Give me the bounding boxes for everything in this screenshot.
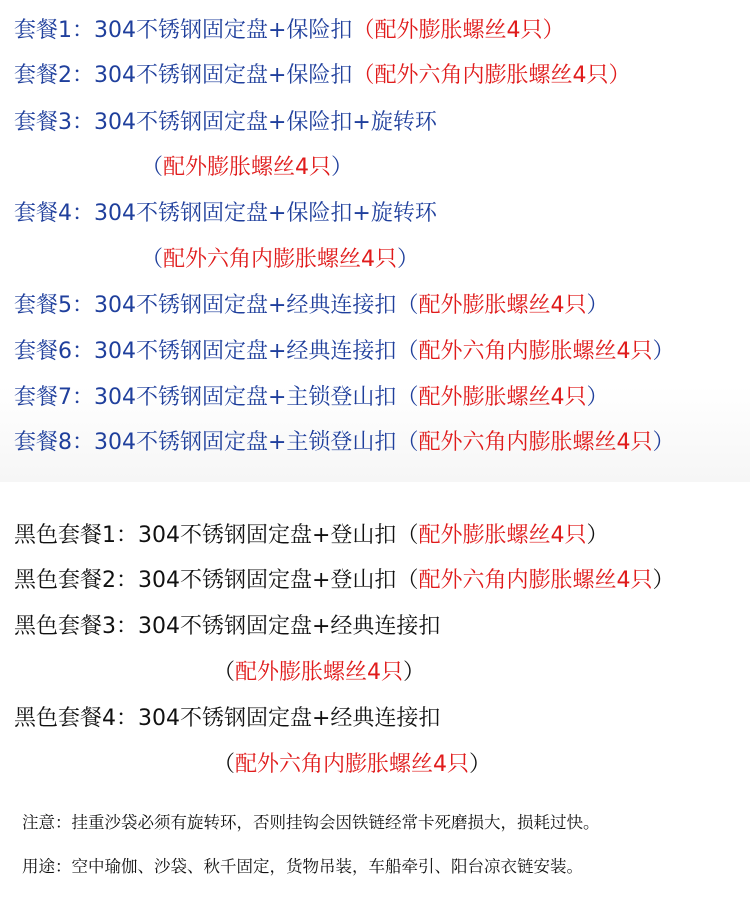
package-5-extra: 配外膨胀螺丝4只 [418,293,587,318]
package-7-main: 304不锈钢固定盘+主锁登山扣 [94,385,397,410]
package-3-line [14,108,437,138]
package-4-paren-close: ） [397,247,420,272]
package-8-extra: 配外六角内膨胀螺丝4只 [418,430,653,455]
package-4-paren-open: （ [141,247,164,272]
black-package-1-main: 304不锈钢固定盘+登山扣 [138,523,397,548]
package-1-extra: 配外膨胀螺丝4只 [374,18,543,43]
package-1-main: 304不锈钢固定盘+保险扣 [94,18,353,43]
black-package-4-label: 黑色套餐4： [14,706,138,731]
warning-note: 注意：挂重沙袋必须有旋转环，否则挂钩会因铁链经常卡死磨损大，损耗过快。 [22,813,600,832]
package-6-paren-open: （ [396,339,419,364]
package-6-main: 304不锈钢固定盘+经典连接扣 [94,339,397,364]
black-package-2-paren-close: ） [652,568,675,593]
black-package-3-label: 黑色套餐3： [14,614,138,639]
black-package-3-paren-open: （ [213,660,236,685]
package-5-label: 套餐5： [14,293,94,318]
package-8-paren-open: （ [396,430,419,455]
black-package-3-paren-close: ） [403,660,426,685]
package-6-paren-close: ） [652,339,675,364]
package-7-label: 套餐7： [14,385,94,410]
package-5-paren-close: ） [586,293,609,318]
package-1-paren-open: （ [352,18,375,43]
black-package-4-main: 304不锈钢固定盘+经典连接扣 [138,706,441,731]
black-package-3-extra: 配外膨胀螺丝4只 [235,660,404,685]
black-package-3-main: 304不锈钢固定盘+经典连接扣 [138,614,441,639]
package-8-line [14,428,674,458]
black-package-1-paren-close: ） [586,523,609,548]
package-4-extra-line [141,245,419,275]
package-6-label: 套餐6： [14,339,94,364]
package-3-paren-close: ） [331,155,354,180]
black-package-1-extra: 配外膨胀螺丝4只 [418,523,587,548]
package-5-main: 304不锈钢固定盘+经典连接扣 [94,293,397,318]
package-4-main: 304不锈钢固定盘+保险扣+旋转环 [94,201,437,226]
black-package-1-paren-open: （ [396,523,419,548]
package-1-paren-close: ） [542,18,565,43]
package-2-label: 套餐2： [14,63,94,88]
black-package-4-line [14,704,440,734]
black-package-1-line [14,521,608,551]
package-3-label: 套餐3： [14,110,94,135]
black-package-4-paren-close: ） [469,752,492,777]
package-7-extra: 配外膨胀螺丝4只 [418,385,587,410]
package-4-line [14,199,437,229]
package-5-line [14,291,608,321]
black-package-4-extra: 配外六角内膨胀螺丝4只 [235,752,470,777]
package-8-label: 套餐8： [14,430,94,455]
package-2-paren-close: ） [608,63,631,88]
package-2-extra: 配外六角内膨胀螺丝4只 [374,63,609,88]
black-package-2-label: 黑色套餐2： [14,568,138,593]
black-package-3-line [14,612,440,642]
black-package-2-line [14,566,674,596]
package-3-extra-line [141,153,353,183]
package-8-paren-close: ） [652,430,675,455]
black-package-2-paren-open: （ [396,568,419,593]
package-3-extra: 配外膨胀螺丝4只 [163,155,332,180]
package-6-extra: 配外六角内膨胀螺丝4只 [418,339,653,364]
black-package-3-extra-line [213,658,425,688]
package-2-line [14,61,630,91]
package-6-line [14,337,674,367]
black-package-4-paren-open: （ [213,752,236,777]
package-4-label: 套餐4： [14,201,94,226]
package-5-paren-open: （ [396,293,419,318]
package-7-paren-close: ） [586,385,609,410]
package-7-paren-open: （ [396,385,419,410]
black-package-4-extra-line [213,750,491,780]
black-package-2-main: 304不锈钢固定盘+登山扣 [138,568,397,593]
usage-note: 用途：空中瑜伽、沙袋、秋千固定，货物吊装，车船牵引、阳台凉衣链安装。 [22,857,583,876]
package-8-main: 304不锈钢固定盘+主锁登山扣 [94,430,397,455]
package-1-label: 套餐1： [14,18,94,43]
package-2-main: 304不锈钢固定盘+保险扣 [94,63,353,88]
package-2-paren-open: （ [352,63,375,88]
package-3-paren-open: （ [141,155,164,180]
package-3-main: 304不锈钢固定盘+保险扣+旋转环 [94,110,437,135]
package-4-extra: 配外六角内膨胀螺丝4只 [163,247,398,272]
black-package-2-extra: 配外六角内膨胀螺丝4只 [418,568,653,593]
black-package-1-label: 黑色套餐1： [14,523,138,548]
package-1-line [14,16,564,46]
package-7-line [14,383,608,413]
